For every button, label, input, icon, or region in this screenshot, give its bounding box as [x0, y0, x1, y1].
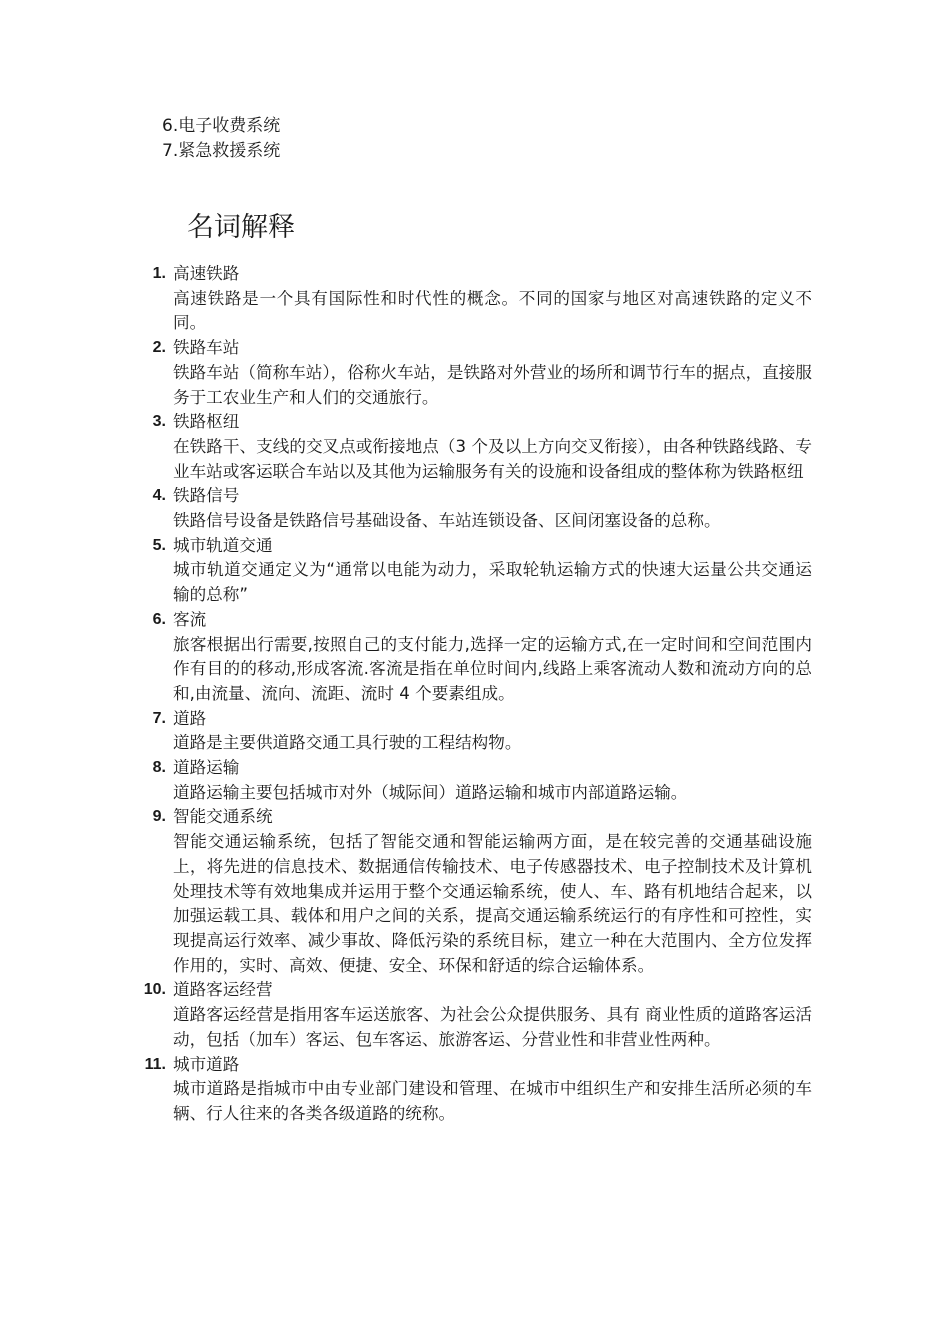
- term-definition: 智能交通运输系统，包括了智能交通和智能运输两方面，是在较完善的交通基础设施上，将先进的信息技术、数据通信传输技术、电子传感器技术、电子控制技术及计算机处理技术等有效地集成并运用于整个交通运输系统，使人、车、路有机地结合起来，以加强运载工具、载体和用户之间的关系，提高交通运输系统运行的有序性和可控性，实现提高运行效率、减少事故、降低污染的系统目标，建立一种在大范围内、全方位发挥作用的，实时、高效、便捷、安全、环保和舒适的综合运输体系。: [173, 832, 812, 975]
- term-definition: 道路是主要供道路交通工具行驶的工程结构物。: [173, 733, 522, 753]
- term-definition: 铁路车站（简称车站），俗称火车站，是铁路对外营业的场所和调节行车的据点，直接服务于工农业生产和人们的交通旅行。: [173, 362, 812, 407]
- term-item: [140, 1053, 812, 1127]
- term-number: 2.: [152, 339, 166, 357]
- term-title: 智能交通系统: [173, 807, 273, 827]
- section-heading: 名词解释: [187, 212, 295, 243]
- term-title: 道路运输: [173, 758, 240, 778]
- term-definition: 在铁路干、支线的交叉点或衔接地点（3 个及以上方向交叉衔接），由各种铁路线路、专业车站或客运联合车站以及其他为运输服务有关的设施和设备组成的整体称为铁路枢纽: [173, 436, 812, 481]
- term-number: 5.: [152, 536, 166, 554]
- term-title: 铁路车站: [173, 338, 240, 358]
- term-item: [140, 978, 812, 1052]
- term-item: [140, 336, 812, 410]
- previous-list-item: 7.紧急救援系统: [162, 141, 281, 161]
- term-definition: 道路客运经营是指用客车运送旅客、为社会公众提供服务、具有 商业性质的道路客运活动，包括（加车）客运、包车客运、旅游客运、分营业性和非营业性两种。: [173, 1005, 812, 1049]
- term-definition: 城市轨道交通定义为“通常以电能为动力，采取轮轨运输方式的快速大运量公共交通运输的总称”: [173, 560, 812, 605]
- term-title: 城市道路: [173, 1054, 240, 1074]
- term-definition: 高速铁路是一个具有国际性和时代性的概念。不同的国家与地区对高速铁路的定义不同。: [173, 288, 812, 333]
- term-number: 6.: [152, 610, 166, 628]
- previous-list: [162, 114, 280, 164]
- term-title: 铁路信号: [173, 486, 240, 506]
- term-number: 3.: [152, 413, 166, 431]
- terms-list: [140, 262, 812, 1127]
- term-definition: 旅客根据出行需要,按照自己的支付能力,选择一定的运输方式,在一定时间和空间范围内作有目的的移动,形成客流.客流是指在单位时间内,线路上乘客流动人数和流动方向的总和,由流量、流向、流距、流时 4 个要素组成。: [173, 634, 812, 703]
- term-number: 11.: [144, 1055, 166, 1073]
- previous-list-item: 6.电子收费系统: [162, 116, 281, 136]
- term-number: 7.: [152, 709, 166, 727]
- term-title: 道路: [173, 708, 207, 728]
- term-item: [140, 608, 812, 707]
- term-title: 高速铁路: [173, 264, 240, 283]
- term-number: 1.: [152, 265, 166, 282]
- term-item: [140, 707, 812, 756]
- term-title: 客流: [173, 609, 207, 629]
- term-title: 城市轨道交通: [173, 535, 273, 555]
- term-item: [140, 484, 812, 533]
- term-item: [140, 805, 812, 978]
- term-number: 10.: [143, 981, 166, 999]
- term-item: [140, 410, 812, 484]
- term-item: [140, 534, 812, 608]
- term-number: 4.: [152, 487, 166, 505]
- term-item: [140, 262, 812, 336]
- term-item: [140, 756, 812, 805]
- term-definition: 城市道路是指城市中由专业部门建设和管理、在城市中组织生产和安排生活所必须的车辆、行人往来的各类各级道路的统称。: [173, 1079, 812, 1123]
- term-title: 道路客运经营: [173, 980, 273, 1000]
- term-title: 铁路枢纽: [173, 412, 240, 432]
- term-number: 8.: [152, 759, 166, 777]
- term-definition: 道路运输主要包括城市对外（城际间）道路运输和城市内部道路运输。: [173, 782, 688, 802]
- term-number: 9.: [152, 808, 166, 826]
- term-definition: 铁路信号设备是铁路信号基础设备、车站连锁设备、区间闭塞设备的总称。: [173, 511, 721, 531]
